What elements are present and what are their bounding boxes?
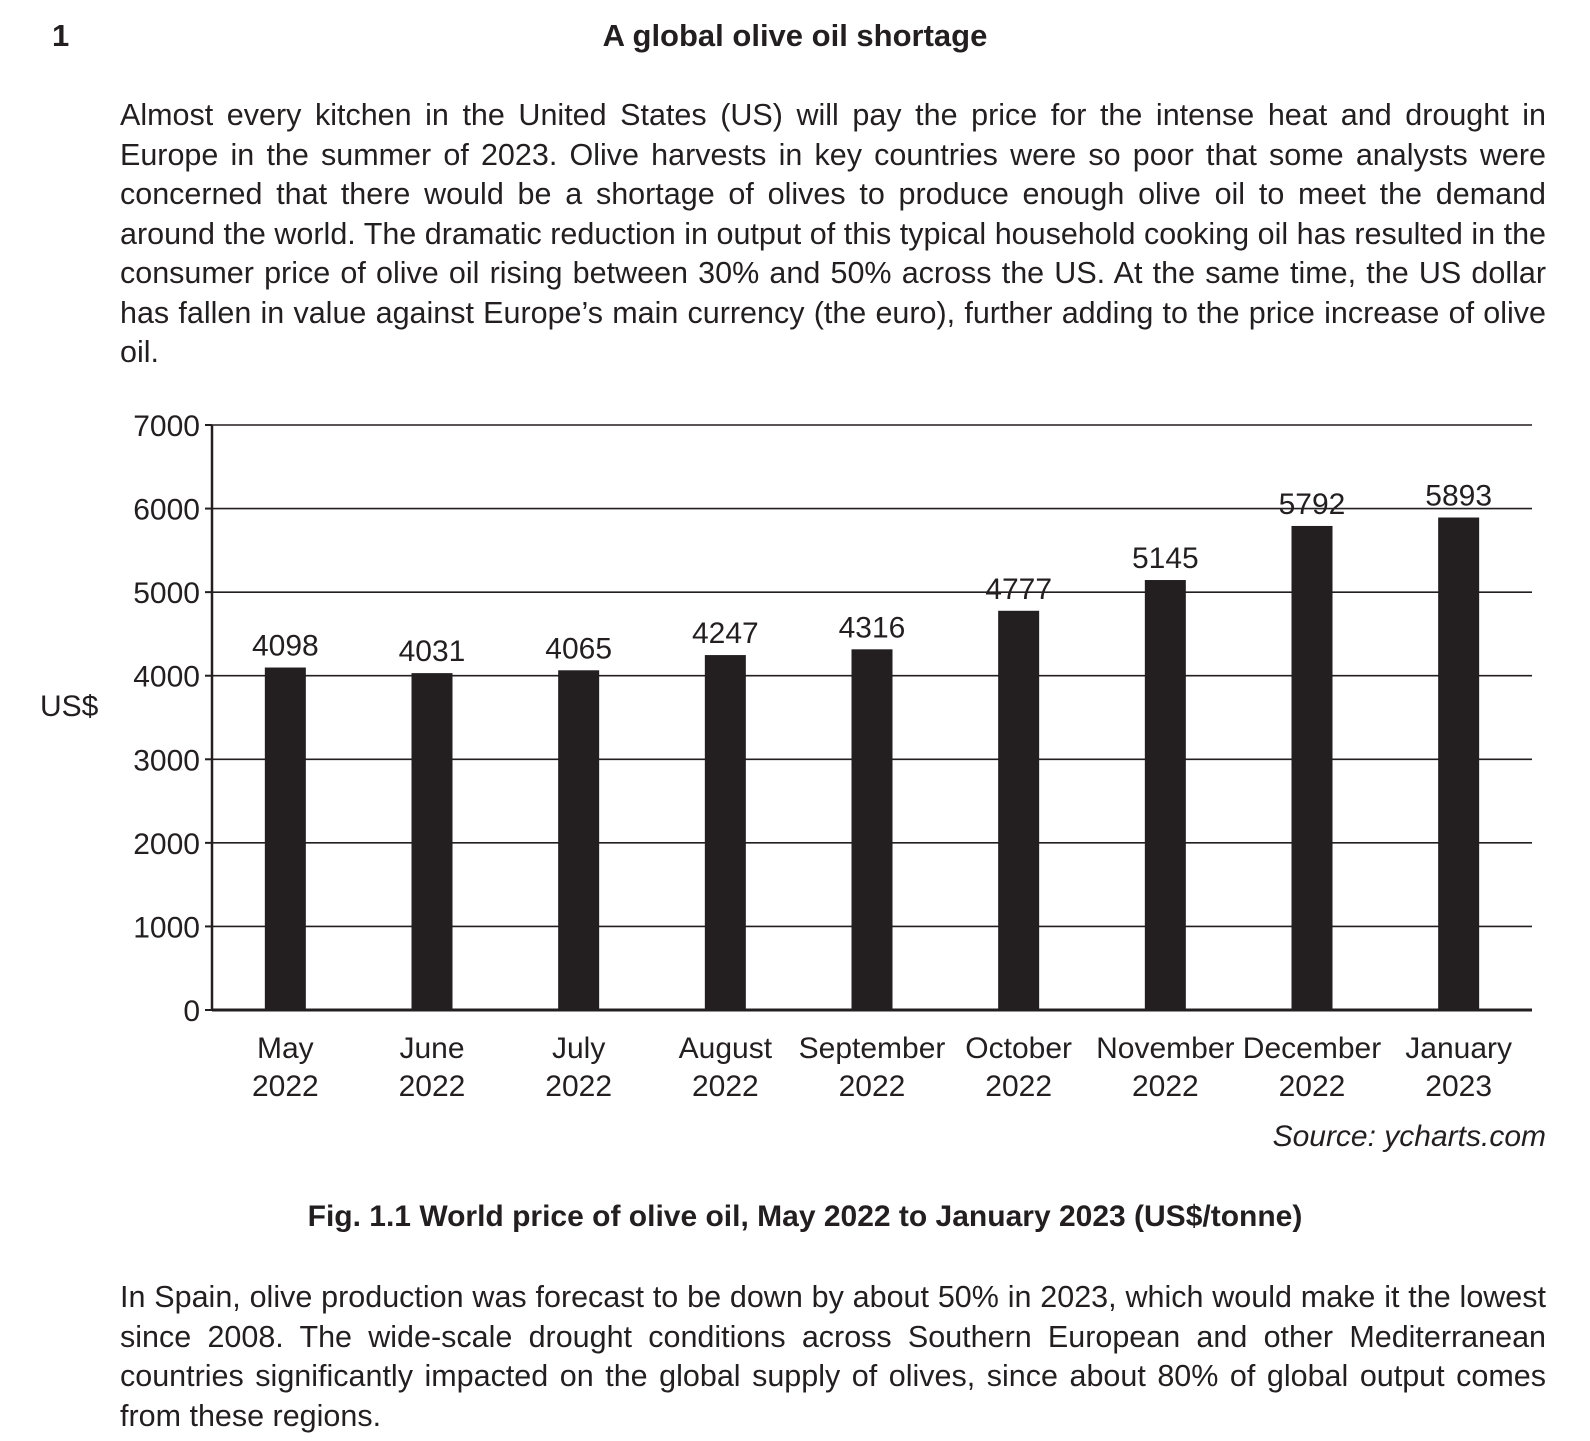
y-tick-label: 0 [183, 995, 200, 1028]
bar [1438, 518, 1479, 1010]
x-tick-label: 2022 [985, 1070, 1053, 1103]
data-label: 4247 [691, 617, 759, 651]
bar [1145, 580, 1186, 1010]
bar [705, 655, 746, 1010]
y-tick-label: 7000 [133, 410, 200, 443]
bar [412, 673, 453, 1010]
x-tick-label: May [256, 1032, 314, 1065]
x-tick-label: June [399, 1032, 465, 1065]
figure-caption: Fig. 1.1 World price of olive oil, May 2022 to January 2023 (US$/tonne) [307, 1200, 1303, 1233]
y-tick-label: 2000 [133, 827, 200, 861]
data-label: 4098 [251, 629, 319, 663]
x-tick-label: 2022 [398, 1070, 466, 1103]
source-note: Source: ycharts.com [1272, 1120, 1546, 1153]
x-tick-label: January [1405, 1032, 1513, 1065]
x-tick-label: 2023 [1425, 1070, 1493, 1103]
bar [1292, 526, 1333, 1010]
x-tick-label: 2022 [1131, 1070, 1199, 1103]
data-label: 4031 [398, 635, 466, 669]
x-tick-label: 2022 [691, 1070, 759, 1103]
data-label: 4777 [985, 572, 1053, 606]
bar [558, 670, 599, 1010]
bar [852, 649, 893, 1010]
data-label: 5893 [1425, 479, 1493, 513]
bar [265, 668, 306, 1010]
x-tick-label: December [1242, 1032, 1382, 1065]
x-tick-label: November [1096, 1032, 1235, 1065]
data-label: 5792 [1278, 487, 1346, 521]
data-label: 5145 [1131, 542, 1199, 576]
intro-paragraph: Almost every kitchen in the United States (US) will pay the price for the intense heat and drought in Europe in the summer of 2023. Olive harvests in key countries were so poor that some analysts were concerned that there would be a shortage of olives to produce enough olive oil to meet the demand around the world. The dramatic reduction in output of this typical household cooking oil has resulted in the consumer price of olive oil rising between 30% and 50% across the US. At the same time, the US dollar has fallen in value against Europe’s main currency (the euro), further adding to the price increase of olive oil. [120, 98, 1546, 369]
y-tick-label: 5000 [133, 577, 200, 611]
x-tick-label: 2022 [545, 1070, 613, 1103]
y-axis-label: US$ [40, 689, 99, 723]
x-tick-label: 2022 [838, 1070, 906, 1103]
page-title: A global olive oil shortage [602, 18, 988, 53]
x-tick-label: 2022 [251, 1070, 319, 1103]
question-number: 1 [52, 18, 70, 53]
bar [998, 611, 1039, 1010]
x-tick-label: July [551, 1032, 606, 1065]
x-tick-label: September [798, 1032, 946, 1065]
y-tick-label: 4000 [133, 660, 200, 694]
x-tick-label: August [678, 1032, 773, 1065]
y-tick-label: 3000 [133, 744, 200, 778]
closing-paragraph: In Spain, olive production was forecast to be down by about 50% in 2023, which would make it the lowest since 2008. The wide-scale drought conditions across Southern European and other Mediterranean countries significantly impacted on the global supply of olives, since about 80% of global output comes from these regions. [120, 1280, 1546, 1433]
data-label: 4316 [838, 611, 906, 645]
data-label: 4065 [545, 632, 613, 666]
x-tick-label: 2022 [1278, 1070, 1346, 1103]
x-tick-label: October [965, 1032, 1073, 1065]
y-tick-label: 1000 [133, 911, 200, 945]
y-tick-label: 6000 [133, 493, 200, 527]
